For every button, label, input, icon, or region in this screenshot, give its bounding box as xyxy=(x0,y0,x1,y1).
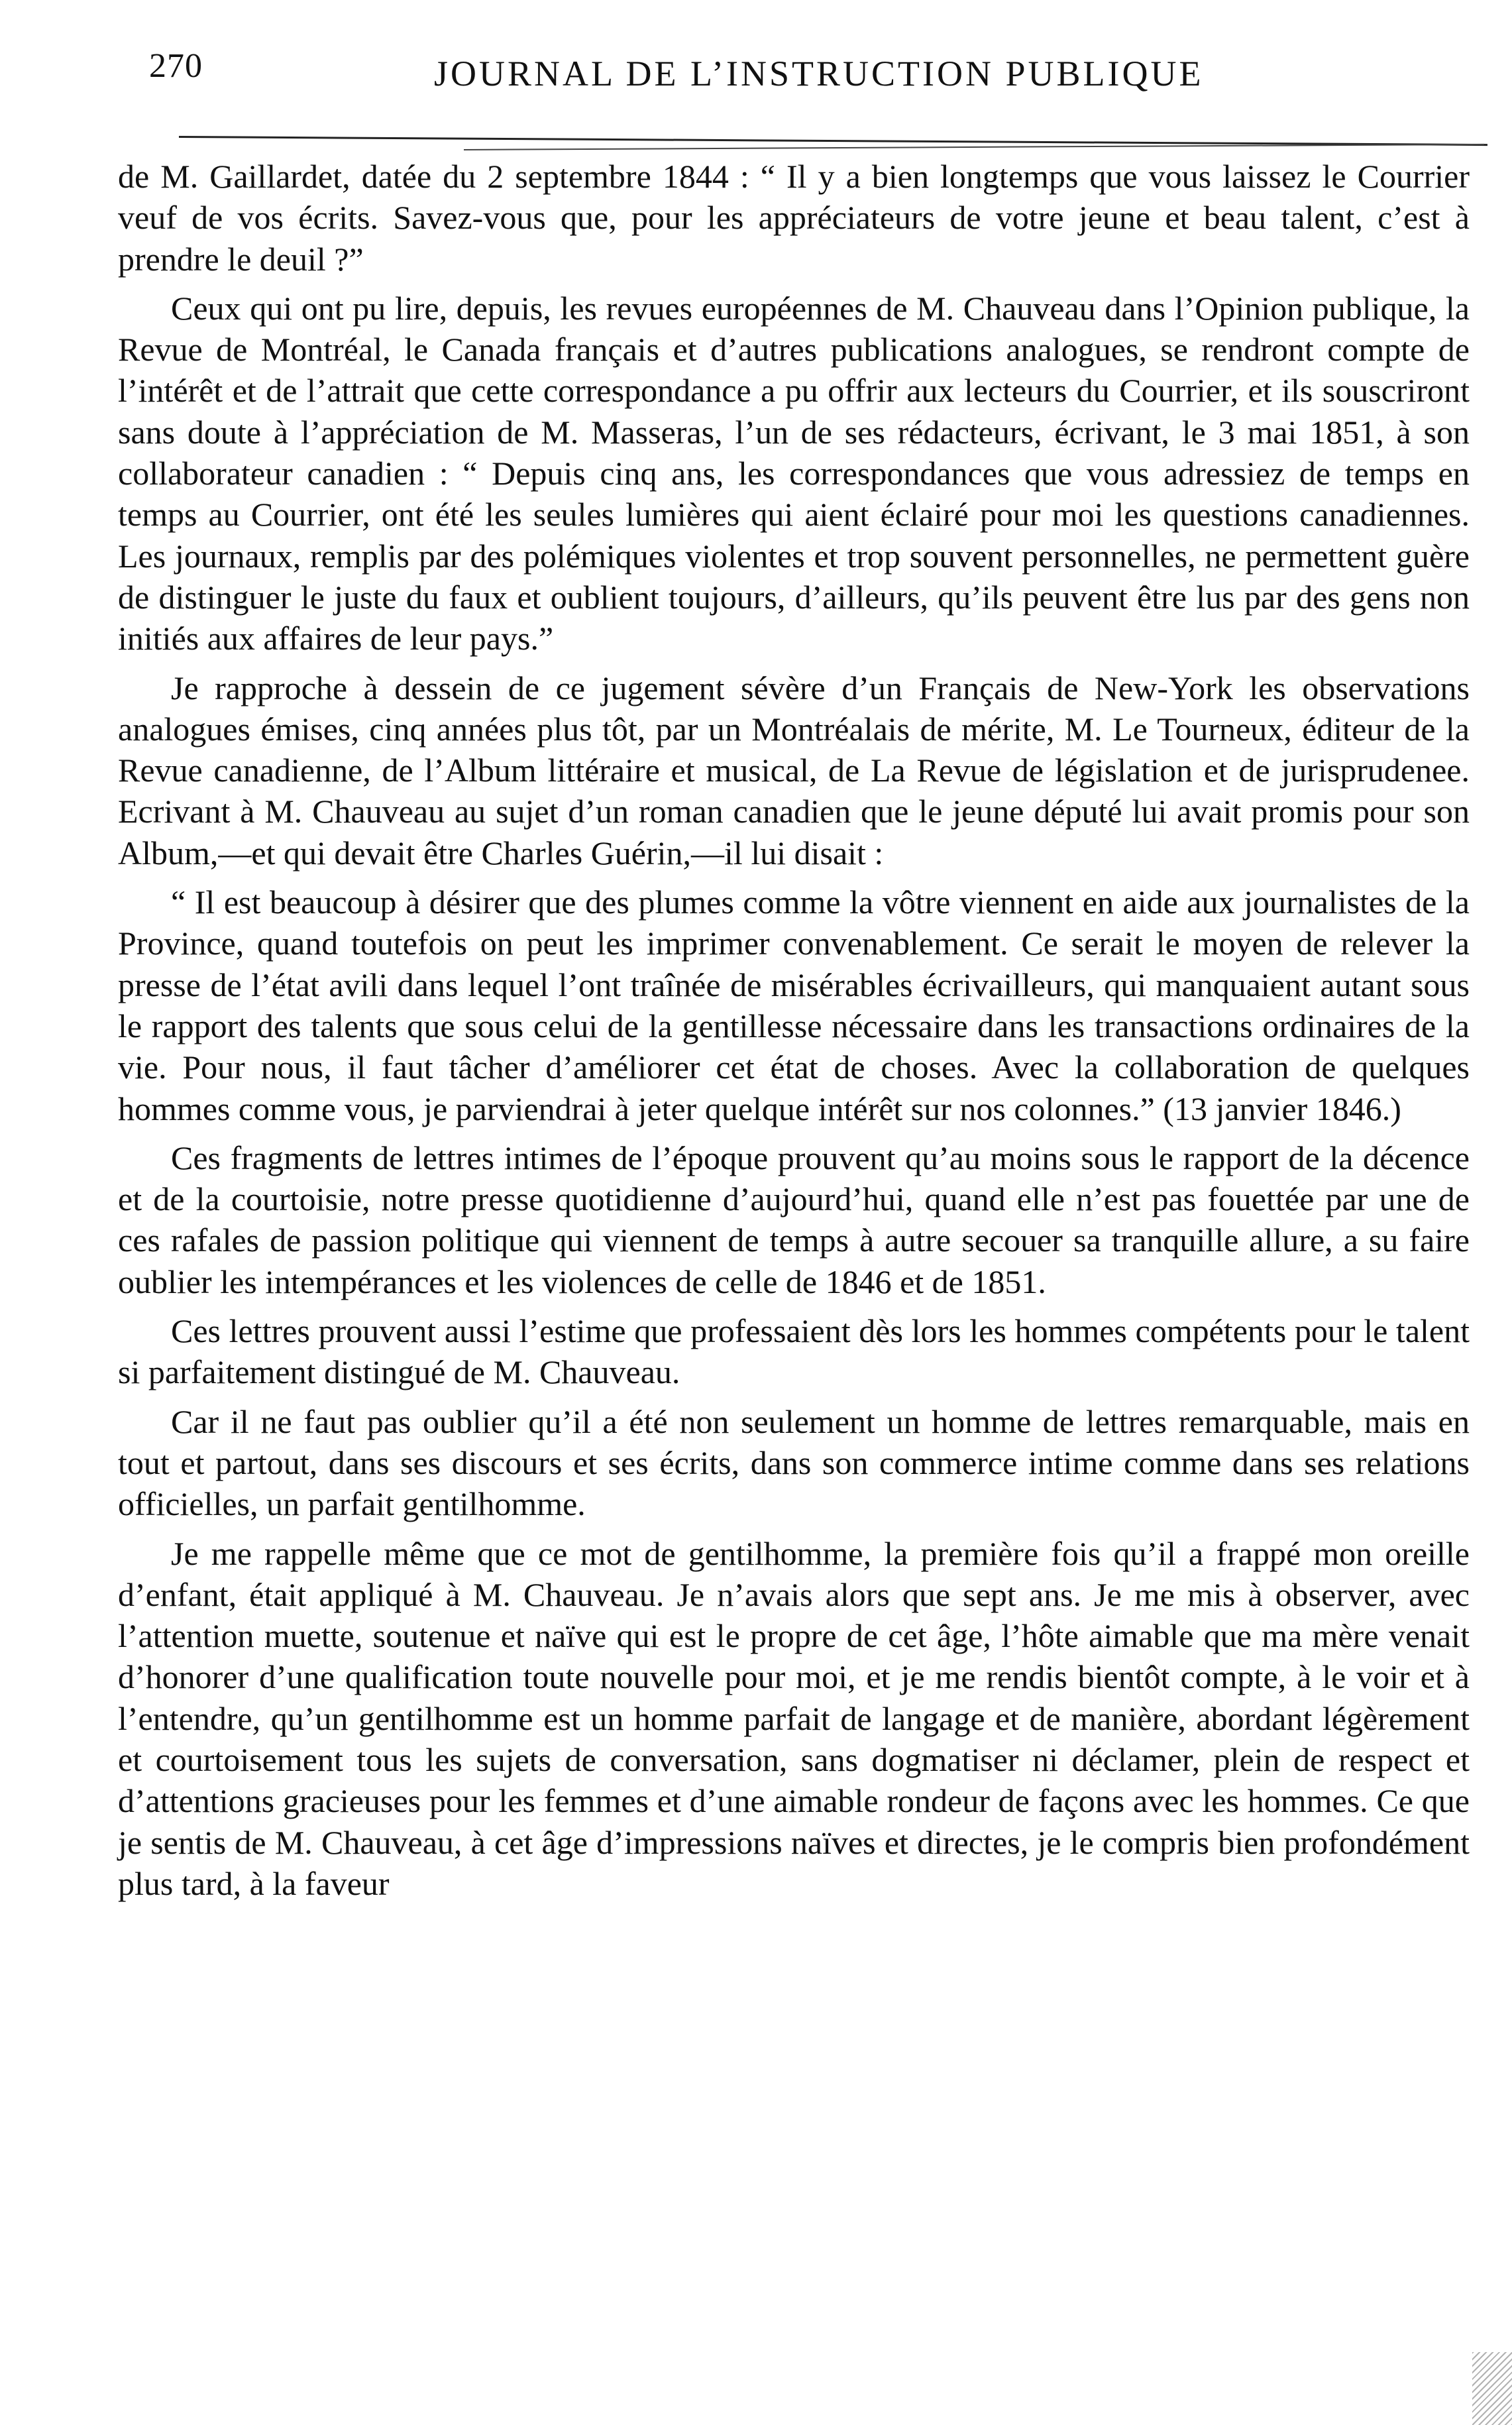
paragraph-5: Ces fragments de lettres intimes de l’époque prouvent qu’au moins sous le rapport de la décence et de la courtoisie, notre presse quotidienne d’aujourd’hui, quand elle n’est pas fouettée par une de ces rafales de passion politique qui viennent de temps à autre secouer sa tranquille allure, a su faire oublier les intempérances et les violences de celle de 1846 et de 1851. xyxy=(118,1139,1470,1300)
paragraph-7: Car il ne faut pas oublier qu’il a été non seulement un homme de lettres remarquable, mais en tout et partout, dans ses discours et ses écrits, dans son commerce intime comme dans ses relations officielles, un parfait gentilhomme. xyxy=(118,1402,1470,1523)
page-corner-artifact xyxy=(1472,2352,1512,2425)
header-rule-secondary xyxy=(464,144,1484,150)
page-number: 270 xyxy=(149,47,203,85)
body-text xyxy=(118,156,1470,1904)
paragraph-8: Je me rappelle même que ce mot de gentilhomme, la première fois qu’il a frappé mon oreille d’enfant, était appliqué à M. Chauveau. Je n’avais alors que sept ans. Je me mis à observer, avec l’attention muette, soutenue et naïve qui est le propre de cet âge, l’hôte aimable que ma mère venait d’honorer d’une qualification toute nouvelle pour moi, et je me rendis bientôt compte, à le voir et à l’entendre, qu’un gentilhomme est un homme parfait de langage et de manière, abordant légèrement et courtoisement tous les sujets de conversation, sans dogmatiser ni déclamer, plein de respect et d’attentions gracieuses pour les femmes et d’une aimable rondeur de façons avec les hommes. Ce que je sentis de M. Chauveau, à cet âge d’impressions naïves et directes, je le compris bien profondément plus tard, à la faveur xyxy=(118,1534,1470,1902)
running-title: JOURNAL DE L’INSTRUCTION PUBLIQUE xyxy=(434,54,1204,93)
paragraph-1: de M. Gaillardet, datée du 2 septembre 1844 : “ Il y a bien longtemps que vous laissez le Courrier veuf de vos écrits. Savez-vous que, pour les appréciateurs de votre jeune et beau talent, c’est à prendre le deuil ?” xyxy=(118,158,1470,278)
page-header xyxy=(149,46,1468,119)
paragraph-2: Ceux qui ont pu lire, depuis, les revues européennes de M. Chauveau dans l’Opinion publique, la Revue de Montréal, le Canada français et d’autres publications analogues, se rendront compte de l’intérêt et de l’attrait que cette correspondance a pu offrir aux lecteurs du Courrier, et ils souscriront sans doute à l’appréciation de M. Masseras, l’un de ses rédacteurs, écrivant, le 3 mai 1851, à son collaborateur canadien : “ Depuis cinq ans, les correspondances que vous adressiez de temps en temps au Courrier, ont été les seules lumières qui aient éclairé pour moi les questions canadiennes. Les journaux, remplis par des polémiques violentes et trop souvent personnelles, ne permettent guère de distinguer le juste du faux et oublient toujours, d’ailleurs, qu’ils peuvent être lus par des gens non initiés aux affaires de leur pays.” xyxy=(118,289,1470,657)
paragraph-6: Ces lettres prouvent aussi l’estime que professaient dès lors les hommes compétents pour le talent si parfaitement distingué de M. Chauveau. xyxy=(118,1312,1470,1391)
paragraph-4-quotation: “ Il est beaucoup à désirer que des plumes comme la vôtre viennent en aide aux journalistes de la Province, quand toutefois on peut les imprimer convenablement. Ce serait le moyen de relever la presse de l’état avili dans lequel l’ont traînée de misérables écrivailleurs, qui manquaient autant sous le rapport des talents que sous celui de la gentillesse nécessaire dans les transactions ordinaires de la vie. Pour nous, il faut tâcher d’améliorer cet état de choses. Avec la collaboration de quelques hommes comme vous, je parviendrai à jeter quelque intérêt sur nos colonnes.” (13 janvier 1846.) xyxy=(118,883,1470,1127)
paragraph-3: Je rapproche à dessein de ce jugement sévère d’un Français de New-York les observations analogues émises, cinq années plus tôt, par un Montréalais de mérite, M. Le Tourneux, éditeur de la Revue canadienne, de l’Album littéraire et musical, de La Revue de législation et de jurisprudenee. Ecrivant à M. Chauveau au sujet d’un roman canadien que le jeune député lui avait promis pour son Album,—et qui devait être Charles Guérin,—il lui disait : xyxy=(118,669,1470,872)
